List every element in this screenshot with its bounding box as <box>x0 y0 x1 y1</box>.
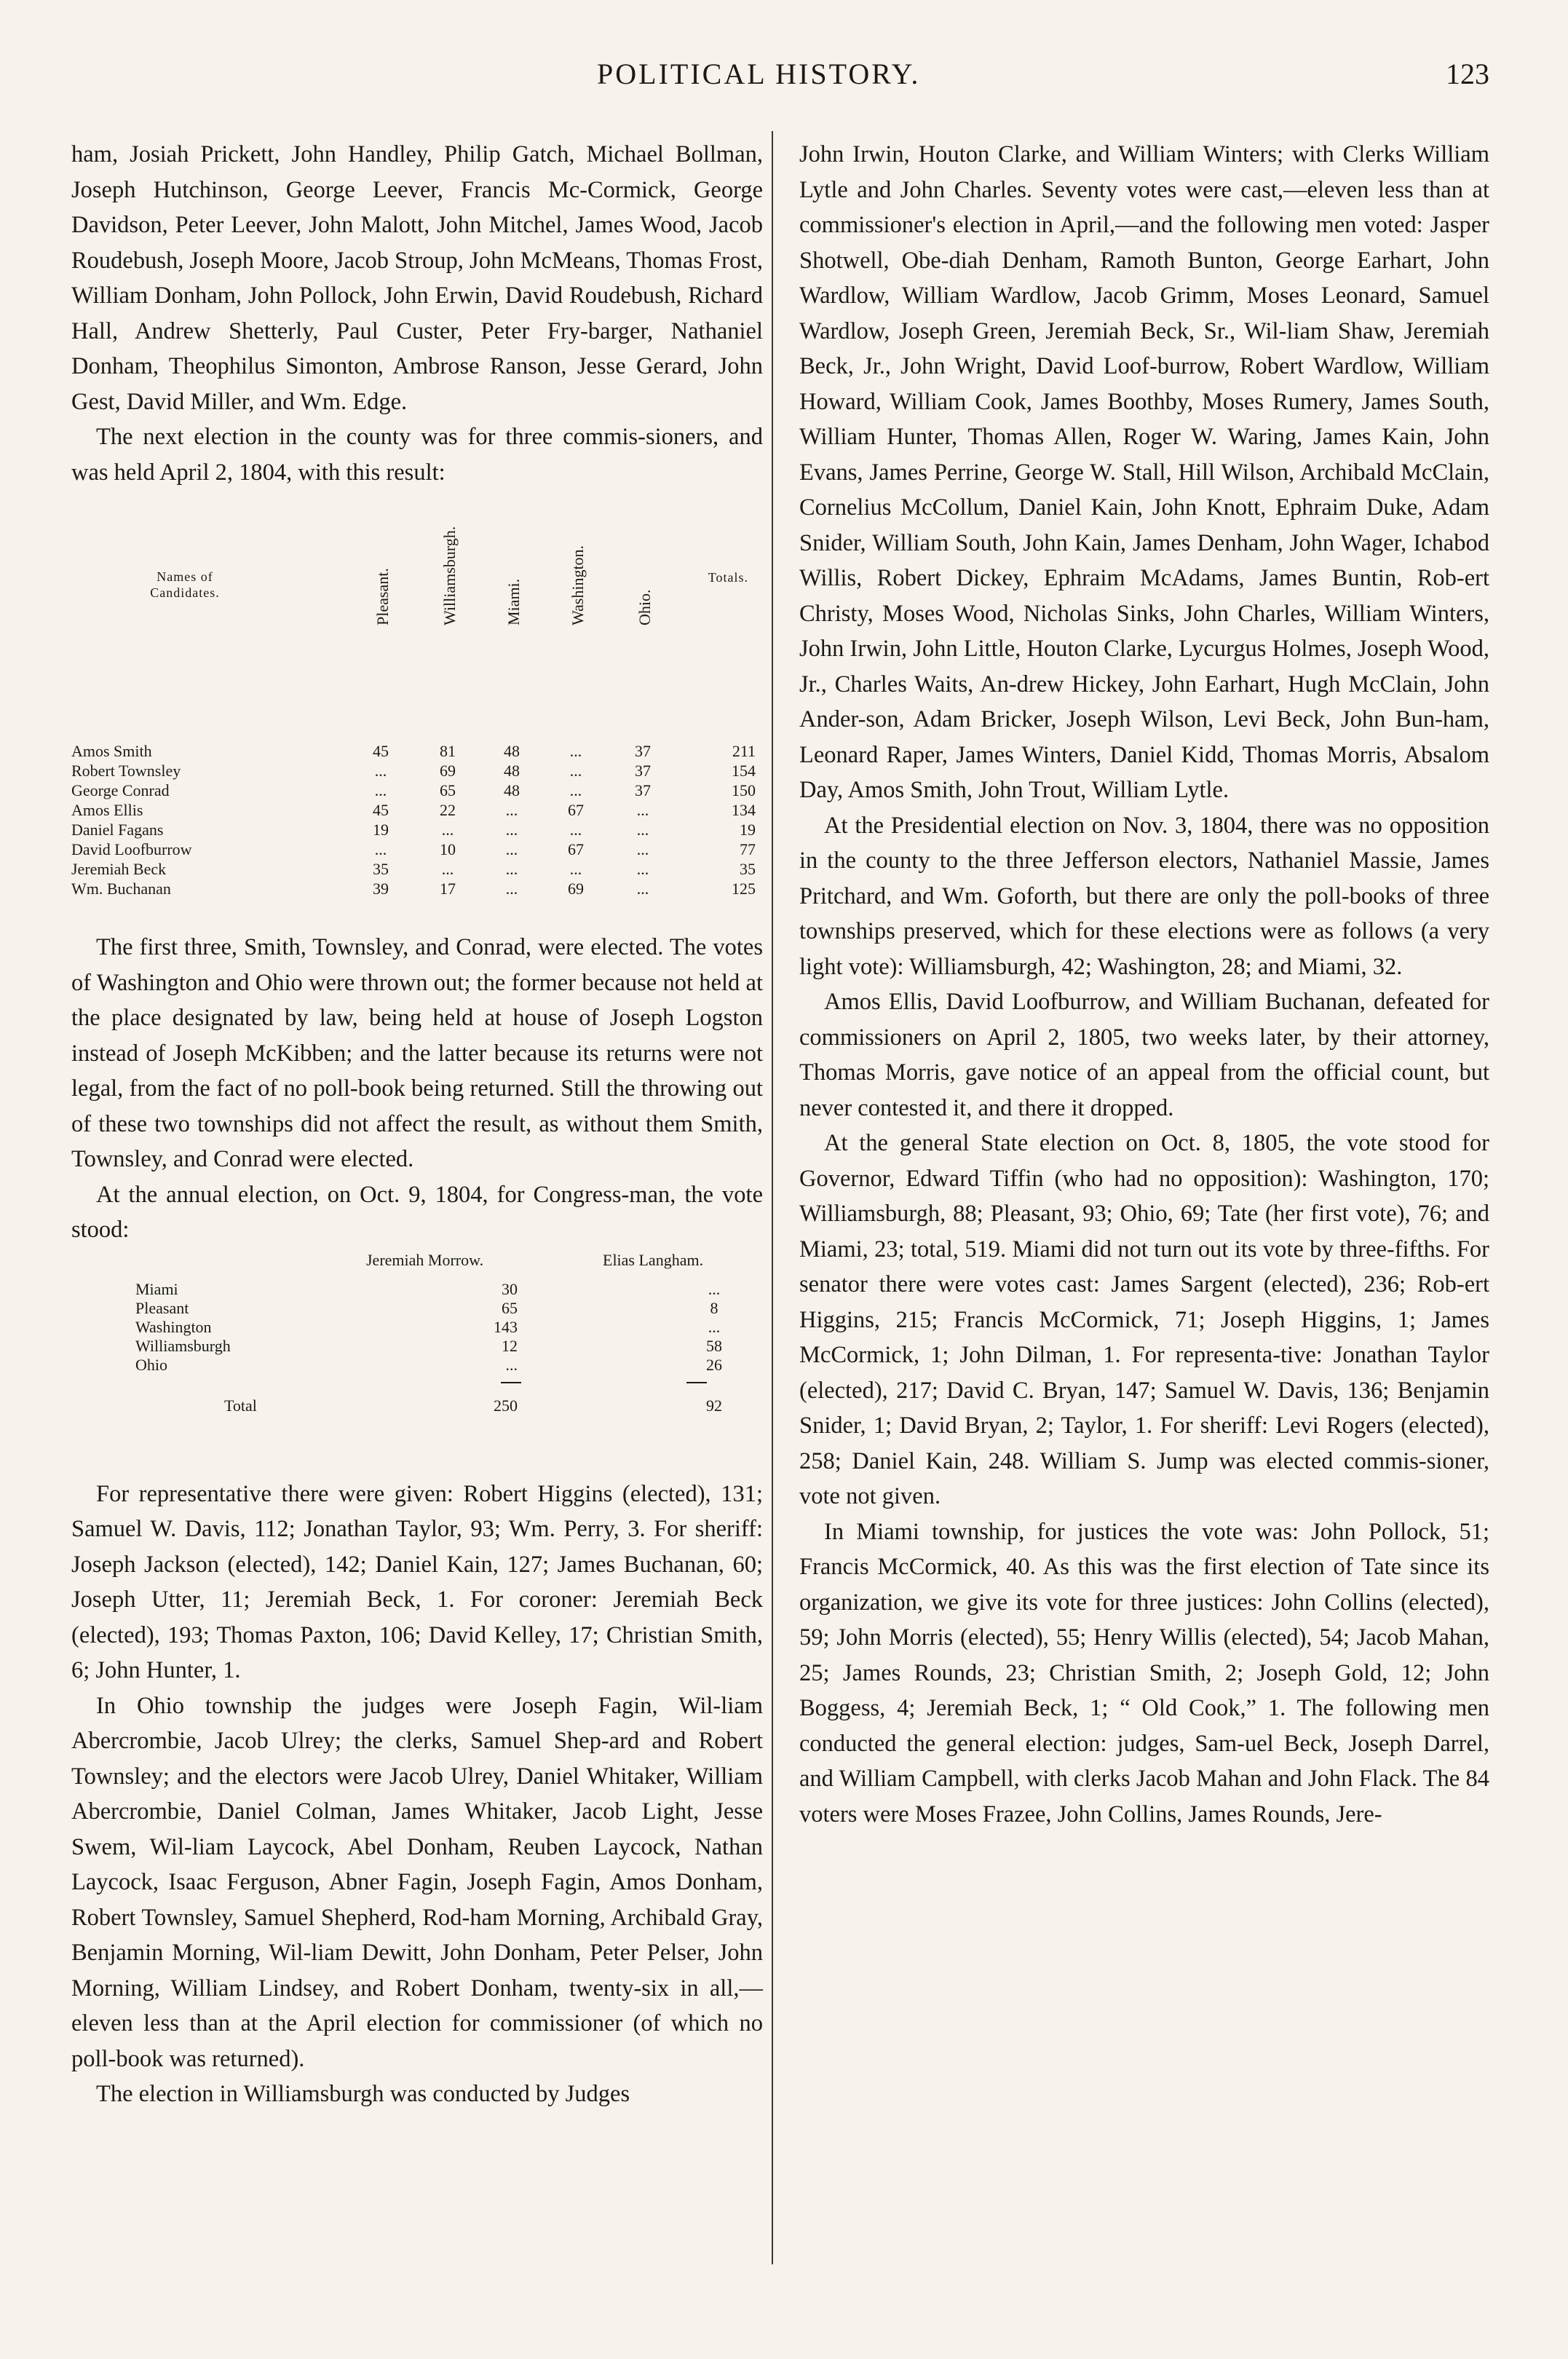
table-row: Jeremiah Beck 35 ... ... ... ... 35 <box>71 860 756 878</box>
table-row: Wm. Buchanan 39 17 ... 69 ... 125 <box>71 880 756 898</box>
page-header <box>0 57 1568 100</box>
table-row: David Loofburrow ... 10 ... 67 ... 77 <box>71 840 756 858</box>
paragraph: At the general State election on Oct. 8, 1805, the vote stood for Governor, Edward Tiffin (who had no opposition): Washington, 170; Williamsburgh, 88; Pleasant, 93; Ohio, 69; Tate (her first vote), 76; and Miami, 23; total, 519. Miami did not turn out its vote by three-fifths. For senator there were votes cast: James Sargent (elected), 236; Rob-ert Higgins, 215; Francis McCormick, 71; Joseph Higgins, 1; James McCormick, 1; John Dilman, 1. For representa-tive: Jonathan Taylor (elected), 217; David C. Bryan, 147; Samuel W. Davis, 136; Benjamin Snider, 1; David Bryan, 2; Taylor, 1. For sheriff: Levi Rogers (elected), 258; Daniel Kain, 248. William S. Jump was elected commis-sioner, vote not given. <box>799 1130 1489 1509</box>
paragraph: The first three, Smith, Townsley, and Conrad, were elected. The votes of Washington and Ohio were thrown out; the former because not held at the place designated by law, being held at house of Joseph Logston instead of Joseph McKibben; and the latter because its returns were not legal, from the fact of no poll-book being returned. Still the throwing out of these two townships did not affect the result, as without them Smith, Townsley, and Conrad were elected. <box>71 934 763 1172</box>
candidate-header-morrow: Jeremiah Morrow. <box>366 1250 484 1269</box>
table-row: Amos Smith 45 81 48 ... 37 211 <box>71 742 756 760</box>
column-header-miami: Miami. <box>504 578 523 625</box>
paragraph: In Ohio township the judges were Joseph Fagin, Wil-liam Abercrombie, Jacob Ulrey; the clerks, Samuel Shep-ard and Robert Townsley; and the electors were Jacob Ulrey, Daniel Whitaker, William Abercrombie, Daniel Colman, James Whitaker, Jacob Light, Jesse Swem, Wil-liam Laycock, Abel Donham, Reuben Laycock, Nathan Laycock, Isaac Ferguson, Abner Fagin, Joseph Fagin, Amos Donham, Robert Townsley, Samuel Shepherd, Rod-ham Morning, Archibald Gray, Benjamin Morning, Wil-liam Dewitt, John Donham, Peter Pelser, John Morning, William Lindsey, and Robert Donham, twenty-six in all,—eleven less than at the April election for commissioner (of which no poll-book was returned). <box>71 1692 763 2072</box>
page-number: 123 <box>1446 58 1489 90</box>
paragraph: For representative there were given: Robert Higgins (elected), 131; Samuel W. Davis, 112; Jonathan Taylor, 93; Wm. Perry, 3. For sheriff: Joseph Jackson (elected), 142; Daniel Kain, 127; James Buchanan, 60; Joseph Utter, 11; Jeremiah Beck, 1. For coroner: Jeremiah Beck (elected), 193; Thomas Paxton, 106; David Kelley, 17; Christian Smith, 6; John Hunter, 1. <box>71 1480 763 1683</box>
congressman-vote-table <box>71 1251 763 1459</box>
paragraph: John Irwin, Houton Clarke, and William Winters; with Clerks William Lytle and John Charles. Seventy votes were cast,—eleven less than at commissioner's election in April,—and the following men voted: Jasper Shotwell, Obe-diah Denham, Ramoth Bunton, George Earhart, John Wardlow, William Wardlow, Jacob Grimm, Moses Leonard, Samuel Wardlow, Joseph Green, Jeremiah Beck, Sr., Wil-liam Shaw, Jeremiah Beck, Jr., John Wright, David Loof-burrow, Robert Wardlow, William Howard, William Cook, James Boothby, Moses Rumery, James South, William Hunter, Thomas Allen, Roger W. Waring, James Kain, John Evans, James Perrine, George W. Stall, Hill Wilson, Archibald McClain, Cornelius McCollum, Daniel Kain, John Knott, Ephraim Duke, Adam Snider, William South, John Kain, James Denham, John Wager, Ichabod Willis, Robert Dickey, Ephraim McAdams, James Buntin, Rob-ert Christy, Moses Wood, Nicholas Sinks, John Charles, William Winters, John Irwin, John Little, Houton Clarke, Lycurgus Holmes, Joseph Wood, Jr., Charles Waits, An-drew Hickey, John Earhart, Hugh McClain, John Ander-son, Adam Bricker, Joseph Wilson, Levi Beck, John Bun-ham, Leonard Raper, James Winters, Daniel Kidd, Thomas Morris, Absalom Day, Amos Smith, John Trout, William Lytle. <box>799 141 1489 803</box>
sum-rule <box>501 1382 521 1383</box>
paragraph: In Miami township, for justices the vote was: John Pollock, 51; Francis McCormick, 40. As this was the first election of Tate since its organization, we give its vote for three justices: John Collins (elected), 59; John Morris (elected), 55; Henry Willis (elected), 54; Jacob Mahan, 25; James Rounds, 23; Christian Smith, 2; Joseph Gold, 12; John Boggess, 4; Jeremiah Beck, 1; “ Old Cook,” 1. The following men conducted the general election: judges, Sam-uel Beck, Joseph Darrel, and William Campbell, with clerks Jacob Mahan and John Flack. The 84 voters were Moses Frazee, John Collins, James Rounds, Jere- <box>799 1518 1489 1827</box>
column-header-ohio: Ohio. <box>635 589 654 625</box>
running-title: POLITICAL HISTORY. <box>597 58 921 90</box>
table-row: Amos Ellis 45 22 ... 67 ... 134 <box>71 801 756 819</box>
paragraph: ham, Josiah Prickett, John Handley, Philip Gatch, Michael Bollman, Joseph Hutchinson, George Leever, Francis Mc-Cormick, George Davidson, Peter Leever, John Malott, John Mitchel, James Wood, Jacob Roudebush, Joseph Moore, Jacob Stroup, John McMeans, Thomas Frost, William Donham, John Pollock, John Erwin, David Roudebush, Richard Hall, Andrew Shetterly, Paul Custer, Peter Fry-barger, Nathaniel Donham, Theophilus Simonton, Ambrose Ranson, Jesse Gerard, John Gest, David Miller, and Wm. Edge. <box>71 141 763 415</box>
table-row: George Conrad ... 65 48 ... 37 150 <box>71 781 756 799</box>
paragraph: The next election in the county was for three commis-sioners, and was held April 2, 1804, with this result: <box>71 424 763 486</box>
column-header-washington: Washington. <box>569 545 587 625</box>
paragraph: Amos Ellis, David Loofburrow, and William Buchanan, defeated for commissioners on April 2, 1805, two weeks later, by their attorney, Thomas Morris, gave notice of an appeal from the official count, but never contested it, and there it dropped. <box>799 989 1489 1121</box>
table-row: Robert Townsley ... 69 48 ... 37 154 <box>71 762 756 780</box>
paragraph: At the annual election, on Oct. 9, 1804, for Congress-man, the vote stood: <box>71 1181 763 1243</box>
totals-header: Totals. <box>708 570 748 585</box>
table-row: Miami 30 ... <box>135 1279 721 1298</box>
commissioners-vote-table <box>71 494 763 917</box>
table-row: Ohio ... 26 <box>135 1355 722 1374</box>
column-header-pleasant: Pleasant. <box>373 568 392 625</box>
sum-rule <box>686 1382 707 1383</box>
table-total-row: Total 250 92 <box>224 1396 722 1415</box>
table-row: Pleasant 65 8 <box>135 1298 718 1317</box>
table-row: Washington 143 ... <box>135 1317 721 1336</box>
paragraph: At the Presidential election on Nov. 3, 1804, there was no opposition in the county to the three Jefferson electors, Nathaniel Massie, James Pritchard, and Wm. Goforth, but there are only the poll-books of three townships preserved, which for these elections were as follows (a very light vote): Williamsburgh, 42; Washington, 28; and Miami, 32. <box>799 812 1489 980</box>
right-column <box>799 137 1489 1832</box>
table-row: Williamsburgh 12 58 <box>135 1336 722 1355</box>
table-row: Daniel Fagans 19 ... ... ... ... 19 <box>71 821 756 839</box>
names-header: Names of Candidates. <box>150 569 220 600</box>
column-header-williamsburgh: Williamsburgh. <box>440 526 459 625</box>
left-column <box>71 137 763 2112</box>
column-divider <box>772 131 773 2264</box>
paragraph: The election in Williamsburgh was conducted by Judges <box>96 2081 630 2107</box>
candidate-header-langham: Elias Langham. <box>603 1250 704 1269</box>
